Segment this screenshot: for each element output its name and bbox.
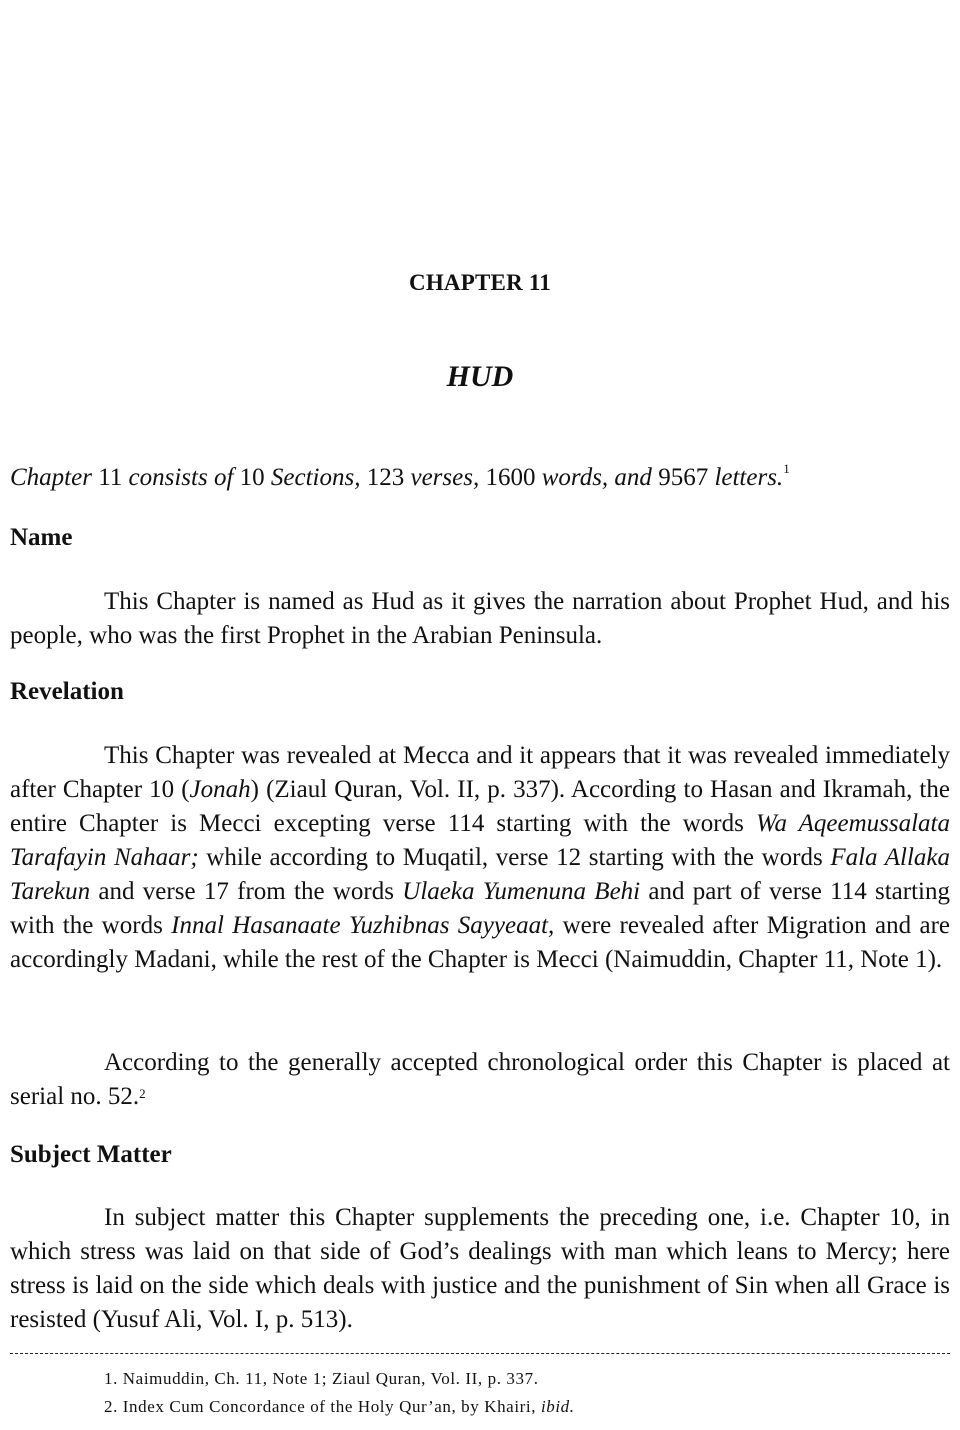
name-paragraph: This Chapter is named as Hud as it gives the narration about Prophet Hud, and his people, who was the first Prophet in the Arabian Peninsula. xyxy=(10,588,950,649)
summary-part: Sections, xyxy=(270,464,361,491)
footnote-ref[interactable]: 2 xyxy=(139,1086,146,1101)
summary-part: 123 xyxy=(360,464,411,491)
footnote-divider xyxy=(10,1353,950,1354)
italic-term: Wa Aqeemussalata Tarafayin Nahaar; xyxy=(10,810,950,871)
text-run: and part of verse 114 starting with the words xyxy=(10,878,950,939)
chronology-paragraph xyxy=(10,1046,950,1114)
italic-term: Ulaeka Yumenuna Behi xyxy=(402,878,641,905)
summary-part: verses, xyxy=(410,464,480,491)
summary-part: 9567 xyxy=(651,464,715,491)
italic-term: Innal Hasanaate Yuzhibnas Sayyeaat, xyxy=(171,912,555,939)
italic-term: Fala Allaka Tarekun xyxy=(10,844,950,905)
revelation-paragraph xyxy=(10,739,950,977)
text-run: 2. Index Cum Concordance of the Holy Qur’an, by Khairi, xyxy=(104,1397,541,1416)
footnote-1: 1. Naimuddin, Ch. 11, Note 1; Ziaul Quran, Vol. II, p. 337. xyxy=(104,1369,539,1388)
text-run: ) (Ziaul Quran, Vol. II, p. 337). According to Hasan and Ikramah, the entire Chapter is Mecci excepting verse 114 starting with the words xyxy=(10,776,950,837)
chapter-summary xyxy=(10,461,950,492)
chapter-title: HUD xyxy=(446,360,514,393)
text-run: According to the generally accepted chronological order this Chapter is placed at serial no. 52. xyxy=(10,1049,950,1110)
summary-part: 10 xyxy=(233,464,271,491)
summary-part: Chapter xyxy=(10,464,92,491)
text-run: This Chapter was revealed at Mecca and it appears that it was revealed immediately after Chapter 10 ( xyxy=(10,742,950,803)
summary-part: words, and xyxy=(541,464,652,491)
footnote-ref[interactable]: 1 xyxy=(783,461,790,476)
section-heading-subject: Subject Matter xyxy=(10,1141,172,1168)
footnotes xyxy=(104,1365,575,1421)
chapter-number: CHAPTER 11 xyxy=(409,270,551,295)
text-run: were revealed after Migration and are accordingly Madani, while the rest of the Chapter is Mecci (Naimuddin, Chapter 11, Note 1). xyxy=(10,912,950,973)
text-run: and verse 17 from the words xyxy=(90,878,403,905)
italic-term: Jonah xyxy=(189,776,251,803)
footnote-2 xyxy=(104,1393,575,1421)
summary-part: consists of xyxy=(128,464,234,491)
italic-term: ibid. xyxy=(540,1397,575,1416)
summary-part: letters. xyxy=(714,464,784,491)
summary-part: 11 xyxy=(91,464,129,491)
section-heading-name: Name xyxy=(10,524,73,551)
section-heading-revelation: Revelation xyxy=(10,678,124,705)
summary-part: 1600 xyxy=(479,464,542,491)
subject-paragraph: In subject matter this Chapter supplements the preceding one, i.e. Chapter 10, in which stress was laid on that side of God’s dealings with man which leans to Mercy; here stress is laid on the side which deals with justice and the punishment of Sin when all Grace is resisted (Yusuf Ali, Vol. I, p. 513). xyxy=(10,1204,950,1333)
text-run: while according to Muqatil, verse 12 starting with the words xyxy=(198,844,831,871)
